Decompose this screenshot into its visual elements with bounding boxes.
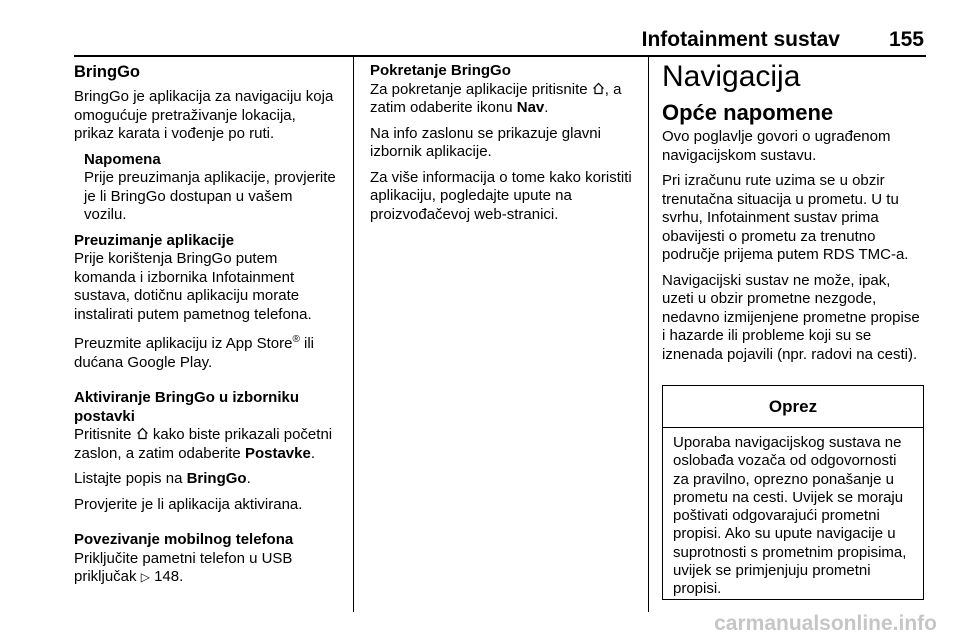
column-divider-right bbox=[648, 57, 649, 612]
note-text: Prije preuzimanja aplikacije, provjerite je li BringGo dostupan u vašem vozilu. bbox=[84, 169, 336, 223]
column-2 bbox=[370, 62, 634, 231]
warning-text: Uporaba navigacijskog sustava ne oslobađa vozača od odgovornosti za pravilno, oprezno ponašanje u prometu na cesti. Uvijek se moraju poštivati odgovarajući prometni propisi. Ako su upute navigacije u suprotnosti s prometnim propisima, uvijek se primjenjuju prometni propisi. bbox=[673, 434, 907, 598]
spacer bbox=[74, 521, 336, 531]
column-1 bbox=[74, 62, 336, 594]
activate-heading: Aktiviranje BringGo u izborniku postavki bbox=[74, 389, 300, 425]
note-block bbox=[84, 151, 336, 225]
text-run: , a zatim odaberite ikonu bbox=[370, 80, 622, 116]
navigation-paragraph-2: Pri izračunu rute uzima se u obzir trenutačna situacija u prometu. U tu svrhu, Infotainment sustav prima obavijesti o prometu za trenutno područje prijema putem RDS TMC-a. bbox=[662, 172, 909, 263]
menu-term-postavke: Postavke bbox=[244, 444, 311, 462]
registered-mark: ® bbox=[292, 334, 300, 345]
connect-paragraph-1 bbox=[74, 550, 336, 587]
text-run: . bbox=[544, 99, 549, 116]
text-run: Preuzmite aplikaciju iz App Store bbox=[74, 335, 293, 352]
activate-paragraph-3: Provjerite je li aplikacija aktivirana. bbox=[74, 495, 303, 513]
download-paragraph-1: Prije korištenja BringGo putem komanda i izbornika Infotainment sustava, dotičnu aplikaciju morate instalirati putem pametnog telefona. bbox=[74, 250, 312, 323]
menu-term-bringgo: BringGo bbox=[186, 470, 247, 487]
section-heading-bringgo: BringGo bbox=[74, 63, 140, 81]
section-heading-navigacija: Navigacija bbox=[662, 60, 801, 93]
text-run: . bbox=[179, 568, 184, 585]
header-rule bbox=[74, 55, 926, 57]
subheading-opce-napomene: Opće napomene bbox=[662, 100, 834, 125]
home-icon bbox=[136, 427, 149, 440]
warning-box bbox=[662, 385, 924, 600]
start-paragraph-3: Za više informacija o tome kako koristiti aplikaciju, pogledajte upute na proizvođačevoj web-stranici. bbox=[370, 168, 632, 223]
text-run: Za pokretanje aplikacije pritisnite bbox=[370, 80, 592, 98]
start-heading: Pokretanje BringGo bbox=[370, 62, 511, 79]
navigation-paragraph-3: Navigacijski sustav ne može, ipak, uzeti u obzir prometne nezgode, nedavno izmijenjene prometne propise i hazarde ili probleme koji su se iznenada pojavili (npr. radovi na cesti). bbox=[662, 271, 920, 363]
text-run: . bbox=[310, 444, 315, 462]
menu-term-nav: Nav bbox=[516, 99, 545, 116]
activate-paragraph-2 bbox=[74, 470, 336, 489]
column-3 bbox=[662, 60, 924, 371]
page-number: 155 bbox=[888, 28, 924, 51]
warning-title: Oprez bbox=[663, 386, 923, 428]
activate-paragraph-1 bbox=[74, 426, 336, 463]
text-run: ili dućana Google Play. bbox=[74, 335, 314, 371]
home-icon bbox=[592, 82, 605, 95]
watermark: carmanualsonline.info bbox=[714, 612, 937, 635]
connect-heading: Povezivanje mobilnog telefona bbox=[74, 531, 294, 548]
text-run: Listajte popis na bbox=[74, 470, 187, 487]
column-divider-left bbox=[353, 57, 354, 612]
header-title: Infotainment sustav bbox=[641, 28, 840, 51]
navigation-paragraph-1: Ovo poglavlje govori o ugrađenom navigacijskom sustavu. bbox=[662, 128, 891, 164]
page-reference-arrow-icon: ▷ bbox=[140, 570, 150, 584]
note-label: Napomena bbox=[84, 150, 161, 168]
text-run: Pritisnite bbox=[74, 426, 136, 443]
start-paragraph-1 bbox=[370, 81, 634, 118]
download-paragraph-2 bbox=[74, 331, 336, 372]
bringgo-intro: BringGo je aplikacija za navigaciju koja omogućuje pretraživanje lokacija, prikaz karata i vođenje po ruti. bbox=[74, 88, 334, 142]
page-reference-link[interactable]: 148 bbox=[154, 568, 180, 585]
spacer bbox=[74, 379, 336, 389]
text-run: kako biste prikazali početni zaslon, a zatim odaberite bbox=[74, 426, 333, 462]
start-paragraph-2: Na info zaslonu se prikazuje glavni izbornik aplikacije. bbox=[370, 124, 601, 160]
text-run: Priključite pametni telefon u USB priključak bbox=[74, 549, 293, 585]
download-heading: Preuzimanje aplikacije bbox=[74, 231, 235, 249]
text-run: . bbox=[246, 470, 251, 487]
